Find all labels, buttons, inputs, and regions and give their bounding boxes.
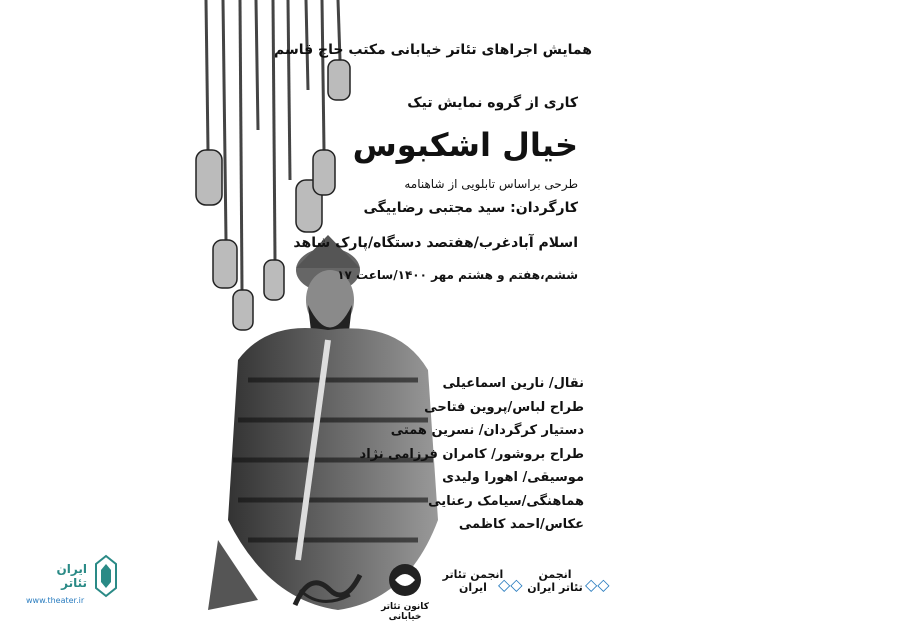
credit-item: دستیار کرگردان/ نسرین همتی (390, 423, 584, 438)
street-theater-logo (375, 562, 435, 622)
iran-theater-link[interactable]: www.theater.ir (26, 596, 85, 605)
iran-theater-label: ایران تئاتر (56, 562, 87, 590)
festival-title: همایش اجراهای تئاتر خیابانی مکتب حاج قاسم (274, 42, 592, 58)
iran-theater-icon (94, 554, 118, 598)
association-label-1: انجمن تئاتر ایران (442, 568, 504, 594)
street-theater-icon (385, 562, 425, 598)
venue-text: اسلام آبادغرب/هفتصد دستگاه/پارک شاهد (293, 235, 578, 251)
credit-item: هماهنگی/سیامک رعنایی (428, 493, 584, 509)
calligraphy-logo (290, 560, 365, 619)
director-credit: کارگردان: سید مجتبی رضاییگی (363, 200, 578, 216)
dates-text: ششم،هفتم و هشتم مهر ۱۴۰۰/ساعت ۱۷ (337, 268, 578, 282)
association-logo-2 (525, 568, 585, 594)
association-label-2: انجمن تئاتر ایران (527, 568, 583, 594)
credit-item: طراح لباس/پروین فتاحی (424, 399, 584, 415)
street-theater-label: کانون تئاتر خیابانی (381, 602, 429, 622)
credit-item: نقال/ نارین اسماعیلی (442, 376, 584, 391)
play-subtitle: طرحی براساس تابلویی از شاهنامه (404, 177, 578, 191)
credit-item: عکاس/احمد کاظمی (458, 517, 584, 532)
credit-item: طراح بروشور/ کامران فرزامی نژاد (359, 446, 584, 462)
credits-list (360, 372, 584, 537)
ornament-icon-2: ◇◇ (585, 575, 610, 594)
group-credit: کاری از گروه نمایش تیک (407, 95, 578, 111)
calligraphy-logo-icon (290, 560, 365, 615)
play-title: خیال اشکبوس (352, 126, 578, 164)
ornament-icon-1: ◇◇ (498, 575, 523, 594)
credit-item: موسیقی/ اهورا ولیدی (442, 470, 584, 485)
